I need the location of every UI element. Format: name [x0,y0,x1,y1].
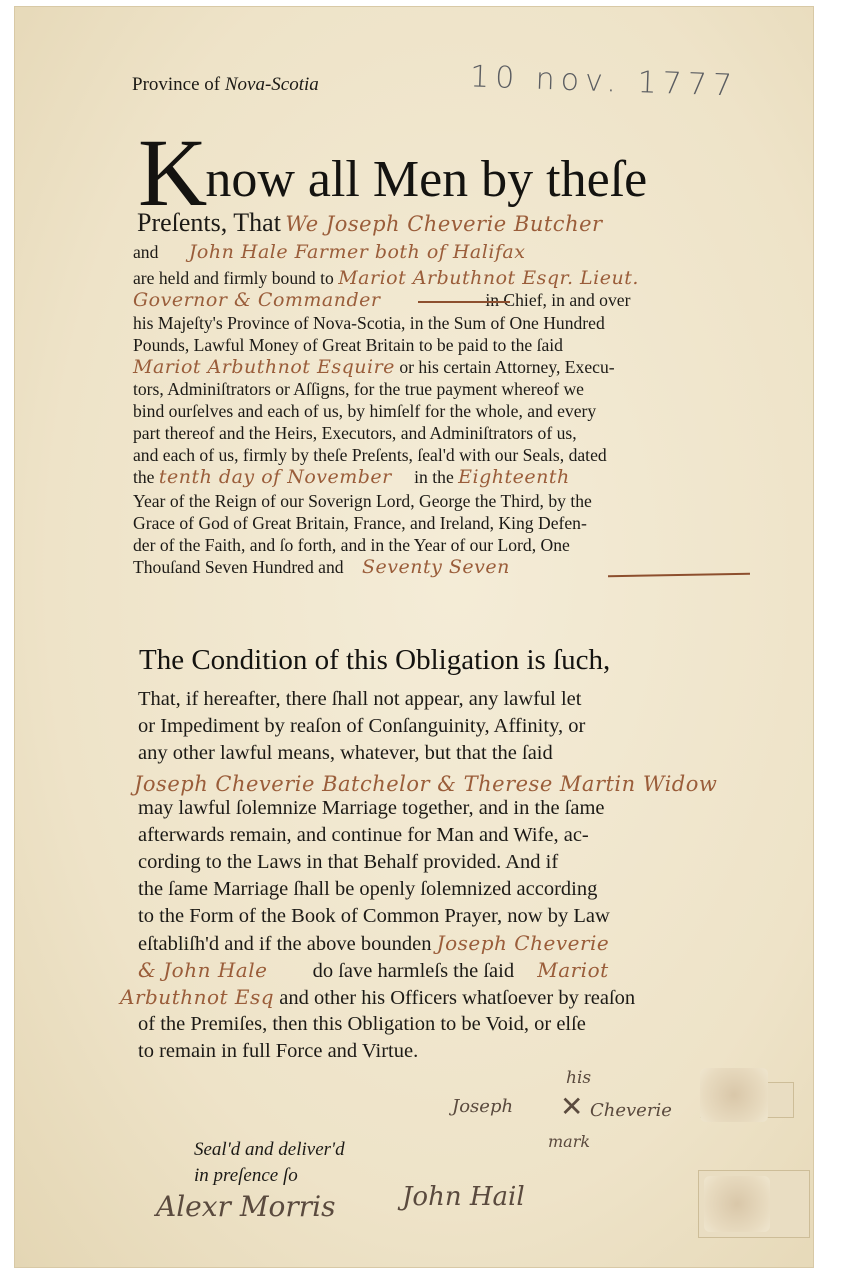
sealed-and-delivered: Seal'd and deliver'd in preſence ſo [194,1139,345,1186]
handwritten-regnal-year: Eighteenth [458,466,570,488]
handwritten-arbuthnot: Arbuthnot Esq [120,985,275,1009]
bond-line-4: Governor & Commander in Chief, in and over [133,289,631,311]
bond-line-9: bind ourſelves and each of us, by himſelf for the whole, and every [133,401,597,421]
bond-line-15: der of the Faith, and ſo forth, and in the Year of our Lord, One [133,535,570,555]
wax-seal-upper [700,1068,768,1122]
headline-initial: K [138,119,206,226]
pencil-date-annotation: 10 nov. 1777 [469,59,739,104]
handwritten-date: tenth day of November [158,466,392,488]
condition-line-2: or Impediment by reaſon of Conſanguinity, Affinity, or [138,715,586,737]
handwritten-obligors: We Joseph Cheverie Butcher [285,212,603,236]
condition-line-6: afterwards remain, and continue for Man and Wife, ac- [138,824,589,846]
handwritten-year: Seventy Seven [362,556,510,578]
bond-line-11: and each of us, firmly by theſe Preſents, ſeal'd with our Seals, dated [133,445,607,465]
headline-rest: now all Men by theſe [205,151,648,208]
wax-seal-lower [704,1176,770,1232]
bond-line-14: Grace of God of Great Britain, France, and Ireland, King Defen- [133,513,587,533]
handwritten-obligee-repeat: Mariot Arbuthnot Esquire [133,356,395,378]
condition-line-9: to the Form of the Book of Common Prayer, now by Law [138,905,610,927]
handwritten-parties: Joseph Cheverie Batchelor & Therese Martin Widow [134,772,718,796]
bond-line-16: Thouſand Seven Hundred and Seventy Seven [133,556,510,578]
condition-line-14: to remain in full Force and Virtue. [138,1040,419,1062]
handwritten-co-obligor: John Hale Farmer both of Halifax [188,241,526,263]
bond-line-7: Mariot Arbuthnot Esquire or his certain Attorney, Execu- [133,356,615,378]
bond-line-12: the tenth day of November in the Eighteenth [133,466,570,488]
bond-line-2: and John Hale Farmer both of Halifax [133,241,526,263]
condition-line-11: & John Hale do ſave harmleſs the ſaid Mariot [138,958,609,982]
signer-joseph-last: Cheverie [590,1100,672,1121]
handwritten-obligee: Mariot Arbuthnot Esqr. Lieut. [338,267,639,289]
condition-heading: The Condition of this Obligation is ſuch, [139,644,611,676]
condition-line-10: eſtabliſh'd and if the above bounden Joseph Cheverie [138,931,610,955]
witness-signature: Alexr Morris [156,1190,336,1223]
signer-joseph-mark: mark [548,1132,591,1151]
bond-line-5: his Majeſty's Province of Nova-Scotia, in the Sum of One Hundred [133,313,605,333]
condition-line-7: cording to the Laws in that Behalf provided. And if [138,851,559,873]
condition-line-5: may lawful ſolemnize Marriage together, and in the ſame [138,797,605,819]
signer-joseph-his: his [566,1068,592,1088]
condition-line-8: the ſame Marriage ſhall be openly ſolemnized according [138,878,598,900]
bond-line-13: Year of the Reign of our Soverign Lord, George the Third, by the [133,491,592,511]
bond-line-8: tors, Adminiſtrators or Aſſigns, for the true payment whereof we [133,379,584,399]
handwritten-john-hale: & John Hale [138,958,268,982]
signer-joseph-cross-mark: ✕ [560,1090,584,1123]
handwritten-bounden: Joseph Cheverie [436,931,610,955]
condition-line-13: of the Premiſes, then this Obligation to be Void, or elſe [138,1013,586,1035]
condition-line-12: Arbuthnot Esq and other his Officers whatſoever by reaſon [120,985,636,1009]
condition-line-3: any other lawful means, whatever, but that the ſaid [138,742,553,764]
signer-john-hail: John Hail [402,1182,525,1212]
handwritten-rule-1 [418,301,510,303]
bond-line-3: are held and firmly bound to Mariot Arbuthnot Esqr. Lieut. [133,267,639,289]
condition-line-1: That, if hereafter, there ſhall not appear, any lawful let [138,688,582,710]
bond-line-1: Preſents, That We Joseph Cheverie Butcher [137,208,603,237]
signer-joseph-first: Joseph [452,1096,514,1117]
handwritten-title: Governor & Commander [133,289,381,311]
handwritten-said: Mariot [537,958,609,982]
bond-line-10: part thereof and the Heirs, Executors, and Adminiſtrators of us, [133,423,577,443]
province-heading: Province of Nova-Scotia [132,74,319,95]
bond-line-6: Pounds, Lawful Money of Great Britain to be paid to the ſaid [133,335,563,355]
